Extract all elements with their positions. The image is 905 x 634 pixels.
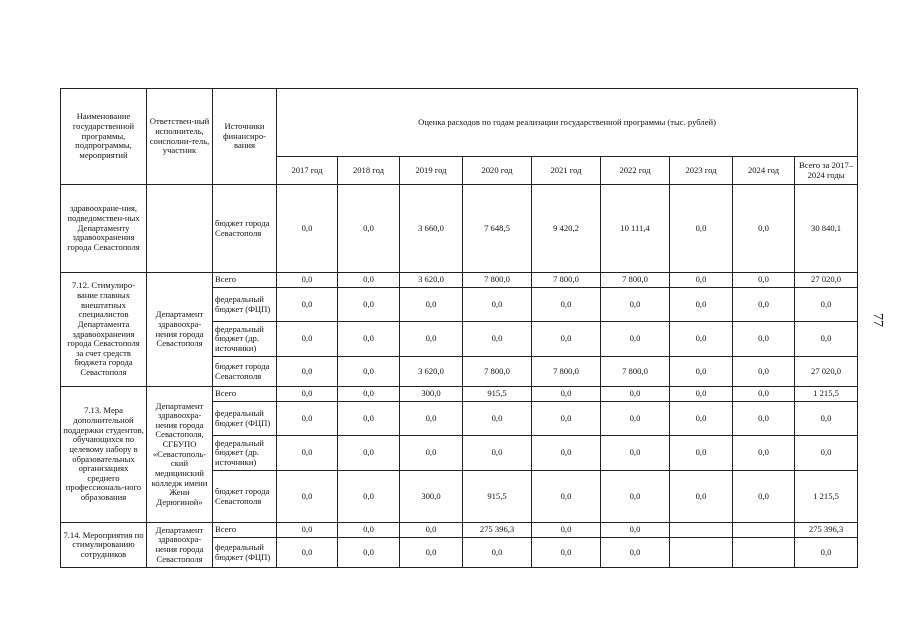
header-estimate: Оценка расходов по годам реализации государственной программы (тыс. рублей) <box>277 89 858 157</box>
value-cell: 275 396,3 <box>463 523 532 538</box>
value-cell <box>670 538 733 568</box>
header-year: 2021 год <box>532 157 601 185</box>
value-cell: 0,0 <box>670 357 733 387</box>
source-cell: Всего <box>213 523 277 538</box>
source-cell: бюджет города Севастополя <box>213 185 277 273</box>
value-cell: 0,0 <box>277 387 338 402</box>
value-cell: 0,0 <box>733 185 795 273</box>
value-cell: 300,0 <box>400 471 463 523</box>
value-cell: 0,0 <box>277 538 338 568</box>
value-cell: 27 020,0 <box>795 357 858 387</box>
table-row <box>61 273 858 288</box>
value-cell: 0,0 <box>670 402 733 436</box>
value-cell: 0,0 <box>795 288 858 322</box>
value-cell: 30 840,1 <box>795 185 858 273</box>
value-cell: 0,0 <box>532 402 601 436</box>
value-cell: 0,0 <box>601 436 670 471</box>
executor-cell <box>147 185 213 273</box>
header-year: 2018 год <box>338 157 400 185</box>
value-cell: 0,0 <box>795 322 858 357</box>
header-executor: Ответствен-ный исполнитель, соисполни-тель, участник <box>147 89 213 185</box>
value-cell: 0,0 <box>338 288 400 322</box>
header-year: 2020 год <box>463 157 532 185</box>
value-cell: 0,0 <box>532 322 601 357</box>
value-cell: 0,0 <box>733 288 795 322</box>
value-cell: 0,0 <box>601 471 670 523</box>
value-cell: 7 800,0 <box>532 357 601 387</box>
value-cell: 7 800,0 <box>601 273 670 288</box>
source-cell: федеральный бюджет (ФЦП) <box>213 288 277 322</box>
header-year: 2023 год <box>670 157 733 185</box>
value-cell: 0,0 <box>670 288 733 322</box>
value-cell: 1 215,5 <box>795 471 858 523</box>
value-cell: 275 396,3 <box>795 523 858 538</box>
value-cell <box>670 523 733 538</box>
value-cell: 0,0 <box>601 538 670 568</box>
value-cell: 0,0 <box>601 322 670 357</box>
table-row <box>61 523 858 538</box>
value-cell: 0,0 <box>795 402 858 436</box>
header-year: 2022 год <box>601 157 670 185</box>
value-cell: 0,0 <box>277 436 338 471</box>
header-row <box>61 89 858 157</box>
value-cell: 0,0 <box>733 273 795 288</box>
value-cell: 0,0 <box>733 387 795 402</box>
table-row <box>61 185 858 273</box>
value-cell: 3 620,0 <box>400 273 463 288</box>
value-cell: 7 648,5 <box>463 185 532 273</box>
budget-table <box>60 88 858 568</box>
value-cell: 0,0 <box>277 357 338 387</box>
value-cell: 0,0 <box>733 357 795 387</box>
value-cell: 0,0 <box>338 523 400 538</box>
value-cell: 7 800,0 <box>532 273 601 288</box>
value-cell: 0,0 <box>277 273 338 288</box>
value-cell: 0,0 <box>277 322 338 357</box>
value-cell: 0,0 <box>601 523 670 538</box>
value-cell: 0,0 <box>463 436 532 471</box>
value-cell: 10 111,4 <box>601 185 670 273</box>
value-cell: 7 800,0 <box>601 357 670 387</box>
value-cell: 0,0 <box>532 523 601 538</box>
value-cell: 0,0 <box>601 387 670 402</box>
value-cell: 300,0 <box>400 387 463 402</box>
value-cell: 9 420,2 <box>532 185 601 273</box>
program-cell: здравоохране-ния, подведомствен-ных Департаменту здравоохранения города Севастополя <box>61 185 147 273</box>
value-cell <box>733 523 795 538</box>
source-cell: бюджет города Севастополя <box>213 357 277 387</box>
source-cell: бюджет города Севастополя <box>213 471 277 523</box>
value-cell: 0,0 <box>338 471 400 523</box>
value-cell: 0,0 <box>670 436 733 471</box>
source-cell: Всего <box>213 273 277 288</box>
source-cell: Всего <box>213 387 277 402</box>
value-cell: 0,0 <box>277 471 338 523</box>
value-cell: 0,0 <box>670 471 733 523</box>
value-cell: 0,0 <box>733 436 795 471</box>
source-cell: федеральный бюджет (др. источники) <box>213 322 277 357</box>
executor-cell: Департамент здравоохра-нения города Севастополя, СГБУПО «Севастополь-ский медицинский колледж имени Жени Дерюгиной» <box>147 387 213 523</box>
value-cell: 0,0 <box>463 322 532 357</box>
value-cell: 0,0 <box>670 387 733 402</box>
value-cell: 0,0 <box>463 402 532 436</box>
value-cell: 0,0 <box>670 185 733 273</box>
value-cell: 3 620,0 <box>400 357 463 387</box>
value-cell: 0,0 <box>400 538 463 568</box>
program-cell: 7.14. Мероприятия по стимулированию сотрудников <box>61 523 147 568</box>
table-body <box>61 89 858 568</box>
value-cell: 0,0 <box>338 402 400 436</box>
value-cell: 0,0 <box>277 185 338 273</box>
header-year: 2024 год <box>733 157 795 185</box>
value-cell: 0,0 <box>532 538 601 568</box>
value-cell: 915,5 <box>463 387 532 402</box>
source-cell: федеральный бюджет (ФЦП) <box>213 538 277 568</box>
executor-cell: Департамент здравоохра-нения города Севастополя <box>147 273 213 387</box>
source-cell: федеральный бюджет (ФЦП) <box>213 402 277 436</box>
value-cell: 0,0 <box>795 436 858 471</box>
value-cell: 0,0 <box>400 436 463 471</box>
program-cell: 7.13. Мера дополнительной поддержки студентов, обучающихся по целевому набору в образовательных организациях среднего профессиональ-ного образования <box>61 387 147 523</box>
header-year-total: Всего за 2017–2024 годы <box>795 157 858 185</box>
value-cell: 0,0 <box>733 322 795 357</box>
value-cell: 0,0 <box>400 523 463 538</box>
header-year: 2019 год <box>400 157 463 185</box>
value-cell: 0,0 <box>601 288 670 322</box>
value-cell: 7 800,0 <box>463 273 532 288</box>
value-cell: 0,0 <box>400 322 463 357</box>
value-cell: 0,0 <box>400 288 463 322</box>
value-cell: 0,0 <box>532 436 601 471</box>
value-cell: 0,0 <box>463 538 532 568</box>
value-cell: 1 215,5 <box>795 387 858 402</box>
value-cell: 0,0 <box>400 402 463 436</box>
value-cell: 0,0 <box>338 436 400 471</box>
value-cell: 3 660,0 <box>400 185 463 273</box>
value-cell: 0,0 <box>532 288 601 322</box>
value-cell <box>733 538 795 568</box>
value-cell: 915,5 <box>463 471 532 523</box>
value-cell: 0,0 <box>277 288 338 322</box>
value-cell: 0,0 <box>338 185 400 273</box>
table-row <box>61 387 858 402</box>
value-cell: 0,0 <box>733 402 795 436</box>
header-program: Наименование государственной программы, подпрограммы, мероприятий <box>61 89 147 185</box>
value-cell: 0,0 <box>338 387 400 402</box>
value-cell: 0,0 <box>601 402 670 436</box>
page-number: 77 <box>870 313 885 327</box>
value-cell: 0,0 <box>733 471 795 523</box>
executor-cell: Департамент здравоохра-нения города Севастополя <box>147 523 213 568</box>
value-cell: 0,0 <box>532 387 601 402</box>
value-cell: 0,0 <box>338 322 400 357</box>
value-cell: 0,0 <box>277 402 338 436</box>
value-cell: 7 800,0 <box>463 357 532 387</box>
value-cell: 27 020,0 <box>795 273 858 288</box>
header-year: 2017 год <box>277 157 338 185</box>
value-cell: 0,0 <box>338 273 400 288</box>
value-cell: 0,0 <box>338 357 400 387</box>
value-cell: 0,0 <box>338 538 400 568</box>
value-cell: 0,0 <box>670 322 733 357</box>
header-source: Источники финансиро-вания <box>213 89 277 185</box>
value-cell: 0,0 <box>532 471 601 523</box>
value-cell: 0,0 <box>463 288 532 322</box>
source-cell: федеральный бюджет (др. источники) <box>213 436 277 471</box>
value-cell: 0,0 <box>670 273 733 288</box>
value-cell: 0,0 <box>795 538 858 568</box>
program-cell: 7.12. Стимулиро-вание главных внештатных специалистов Департамента здравоохранения города Севастополя за счет средств бюджета города Севастополя <box>61 273 147 387</box>
value-cell: 0,0 <box>277 523 338 538</box>
